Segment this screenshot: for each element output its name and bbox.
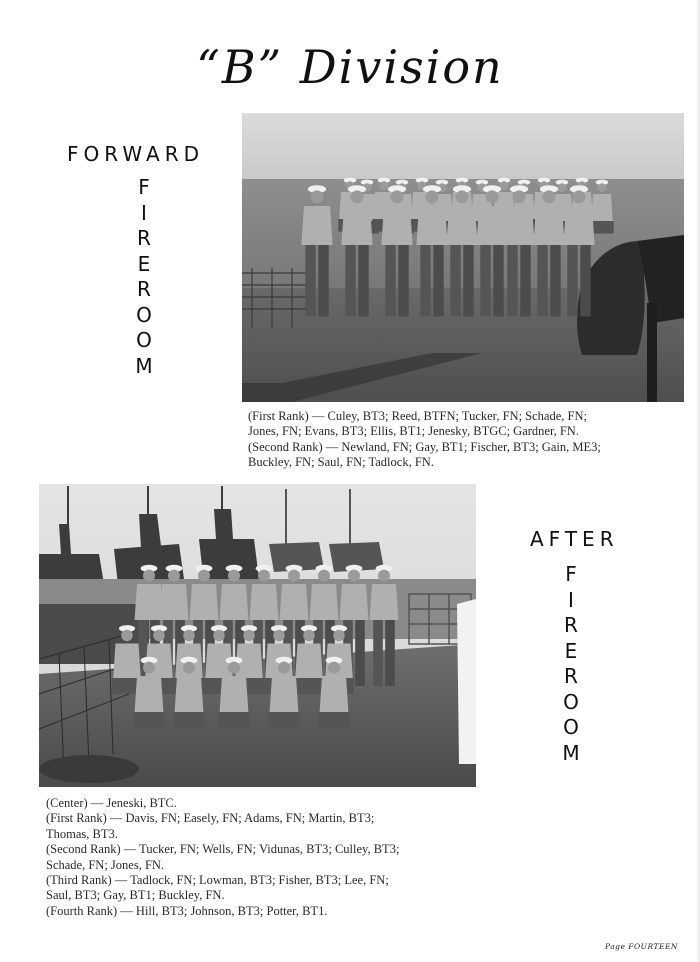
caption-line: Buckley, FN; Saul, FN; Tadlock, FN. [248,455,434,470]
vertical-letter: F [138,175,150,199]
caption-line: Schade, FN; Jones, FN. [46,857,165,872]
vertical-letter: E [564,638,578,663]
vertical-letter: R [137,226,151,250]
caption-line: (Center) — Jeneski, BTC. [46,796,177,810]
vertical-letter: O [136,328,152,352]
page-edge [696,0,700,962]
vertical-letter: I [141,200,147,225]
caption-line: (Second Rank) — Newland, FN; Gay, BT1; Fischer, BT3; Gain, ME3; [248,439,601,454]
vertical-letter: O [136,302,152,327]
caption-line: (Third Rank) — Tadlock, FN; Lowman, BT3; Fisher, BT3; Lee, FN; [46,873,389,888]
caption-line: (First Rank) — Davis, FN; Easely, FN; Adams, FN; Martin, BT3; [46,811,375,826]
vertical-letter: I [568,587,574,612]
caption-line: Thomas, BT3. [46,826,118,841]
forward-fireroom-photo [242,113,684,402]
vertical-letter: R [137,277,151,301]
vertical-letter: M [135,353,153,378]
page-number: Page FOURTEEN [604,942,678,951]
forward-caption [248,409,601,471]
forward-vertical-label [132,175,156,379]
after-caption [46,796,399,919]
after-fireroom-photo [39,484,476,787]
vertical-letter: F [565,562,577,586]
vertical-letter: O [563,715,579,739]
caption-line: Jones, FN; Evans, BT3; Ellis, BT1; Jenesky, BTGC; Gardner, FN. [248,424,579,439]
caption-line: (Second Rank) — Tucker, FN; Wells, FN; Vidunas, BT3; Culley, BT3; [46,842,400,857]
forward-heading: FORWARD [67,142,204,166]
vertical-letter: O [563,689,579,714]
page-title: “B” Division [196,40,504,94]
vertical-letter: R [564,613,578,637]
caption-line: Saul, BT3; Gay, BT1; Buckley, FN. [46,888,225,903]
caption-line: (Fourth Rank) — Hill, BT3; Johnson, BT3; Potter, BT1. [46,903,328,918]
caption-line: (First Rank) — Culey, BT3; Reed, BTFN; Tucker, FN; Schade, FN; [248,409,587,423]
vertical-letter: R [564,664,578,688]
vertical-letter: E [137,251,151,276]
vertical-letter: M [562,740,580,765]
after-heading: AFTER [530,527,619,551]
after-vertical-label [559,562,583,766]
